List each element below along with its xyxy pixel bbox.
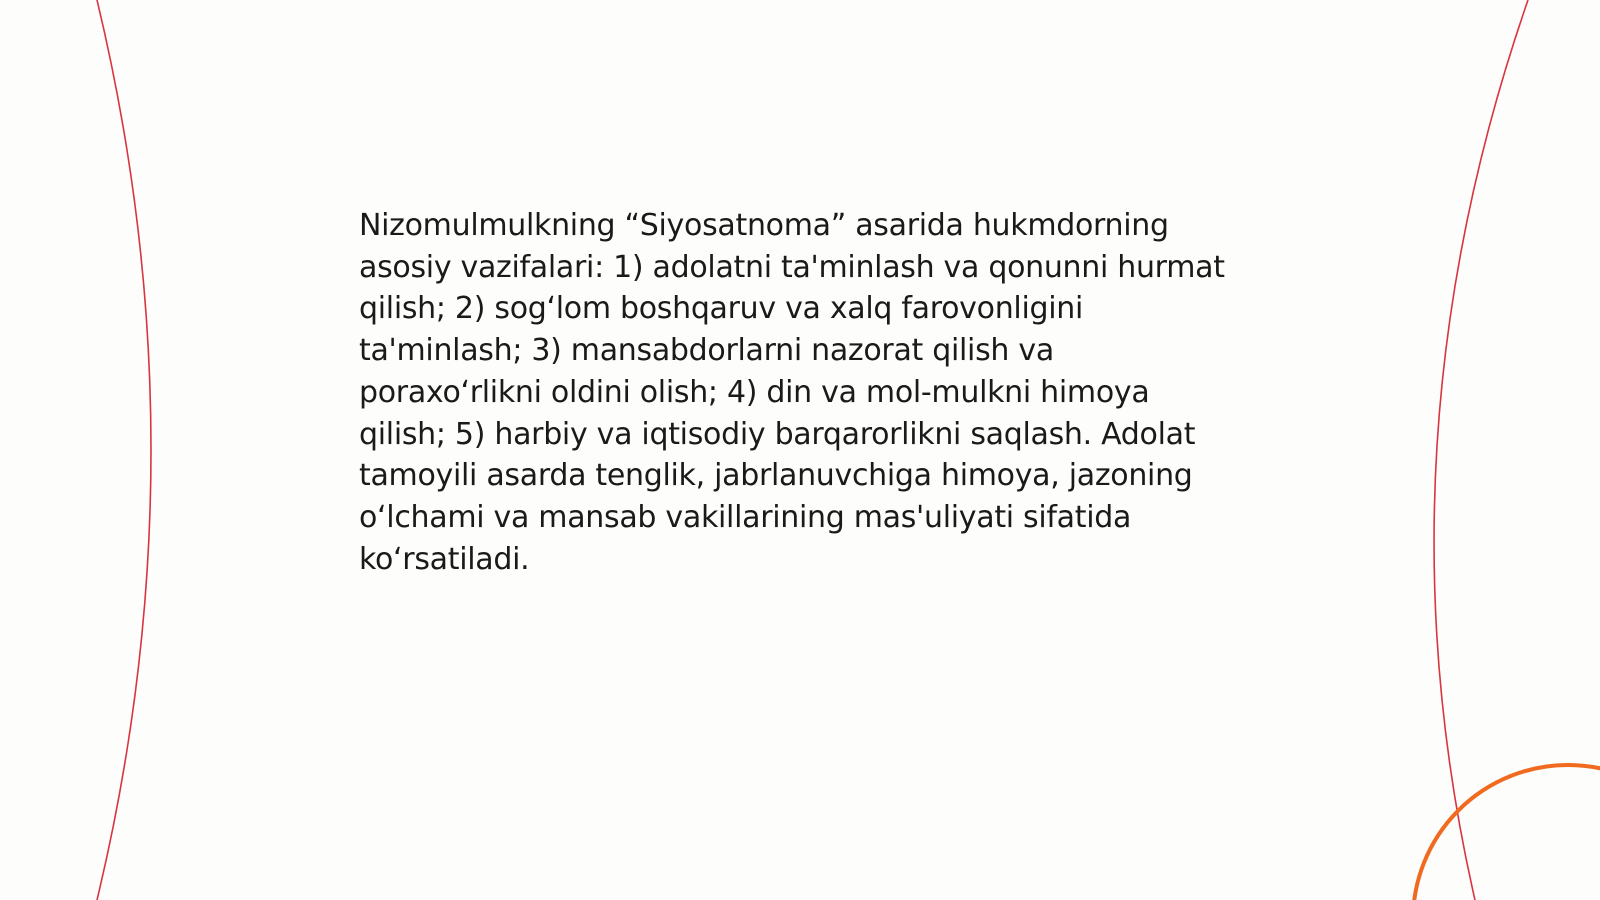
right-arc-line [1434,0,1528,900]
left-arc-line [97,0,151,900]
orange-circle-accent [1413,765,1600,900]
slide-body-text: Nizomulmulkning “Siyosatnoma” asarida hukmdorning asosiy vazifalari: 1) adolatni ta'minlash va qonunni hurmat qilish; 2) sog‘lom boshqaruv va xalq farovonligini ta'minlash; 3) mansabdorlarni nazorat qilish va poraxo‘rlikni oldini olish; 4) din va mol-mulkni himoya qilish; 5) harbiy va iqtisodiy barqarorlikni saqlash. Adolat tamoyili asarda tenglik, jabrlanuvchiga himoya, jazoning o‘lchami va mansab vakillarining mas'uliyati sifatida ko‘rsatiladi. [359,208,1225,577]
